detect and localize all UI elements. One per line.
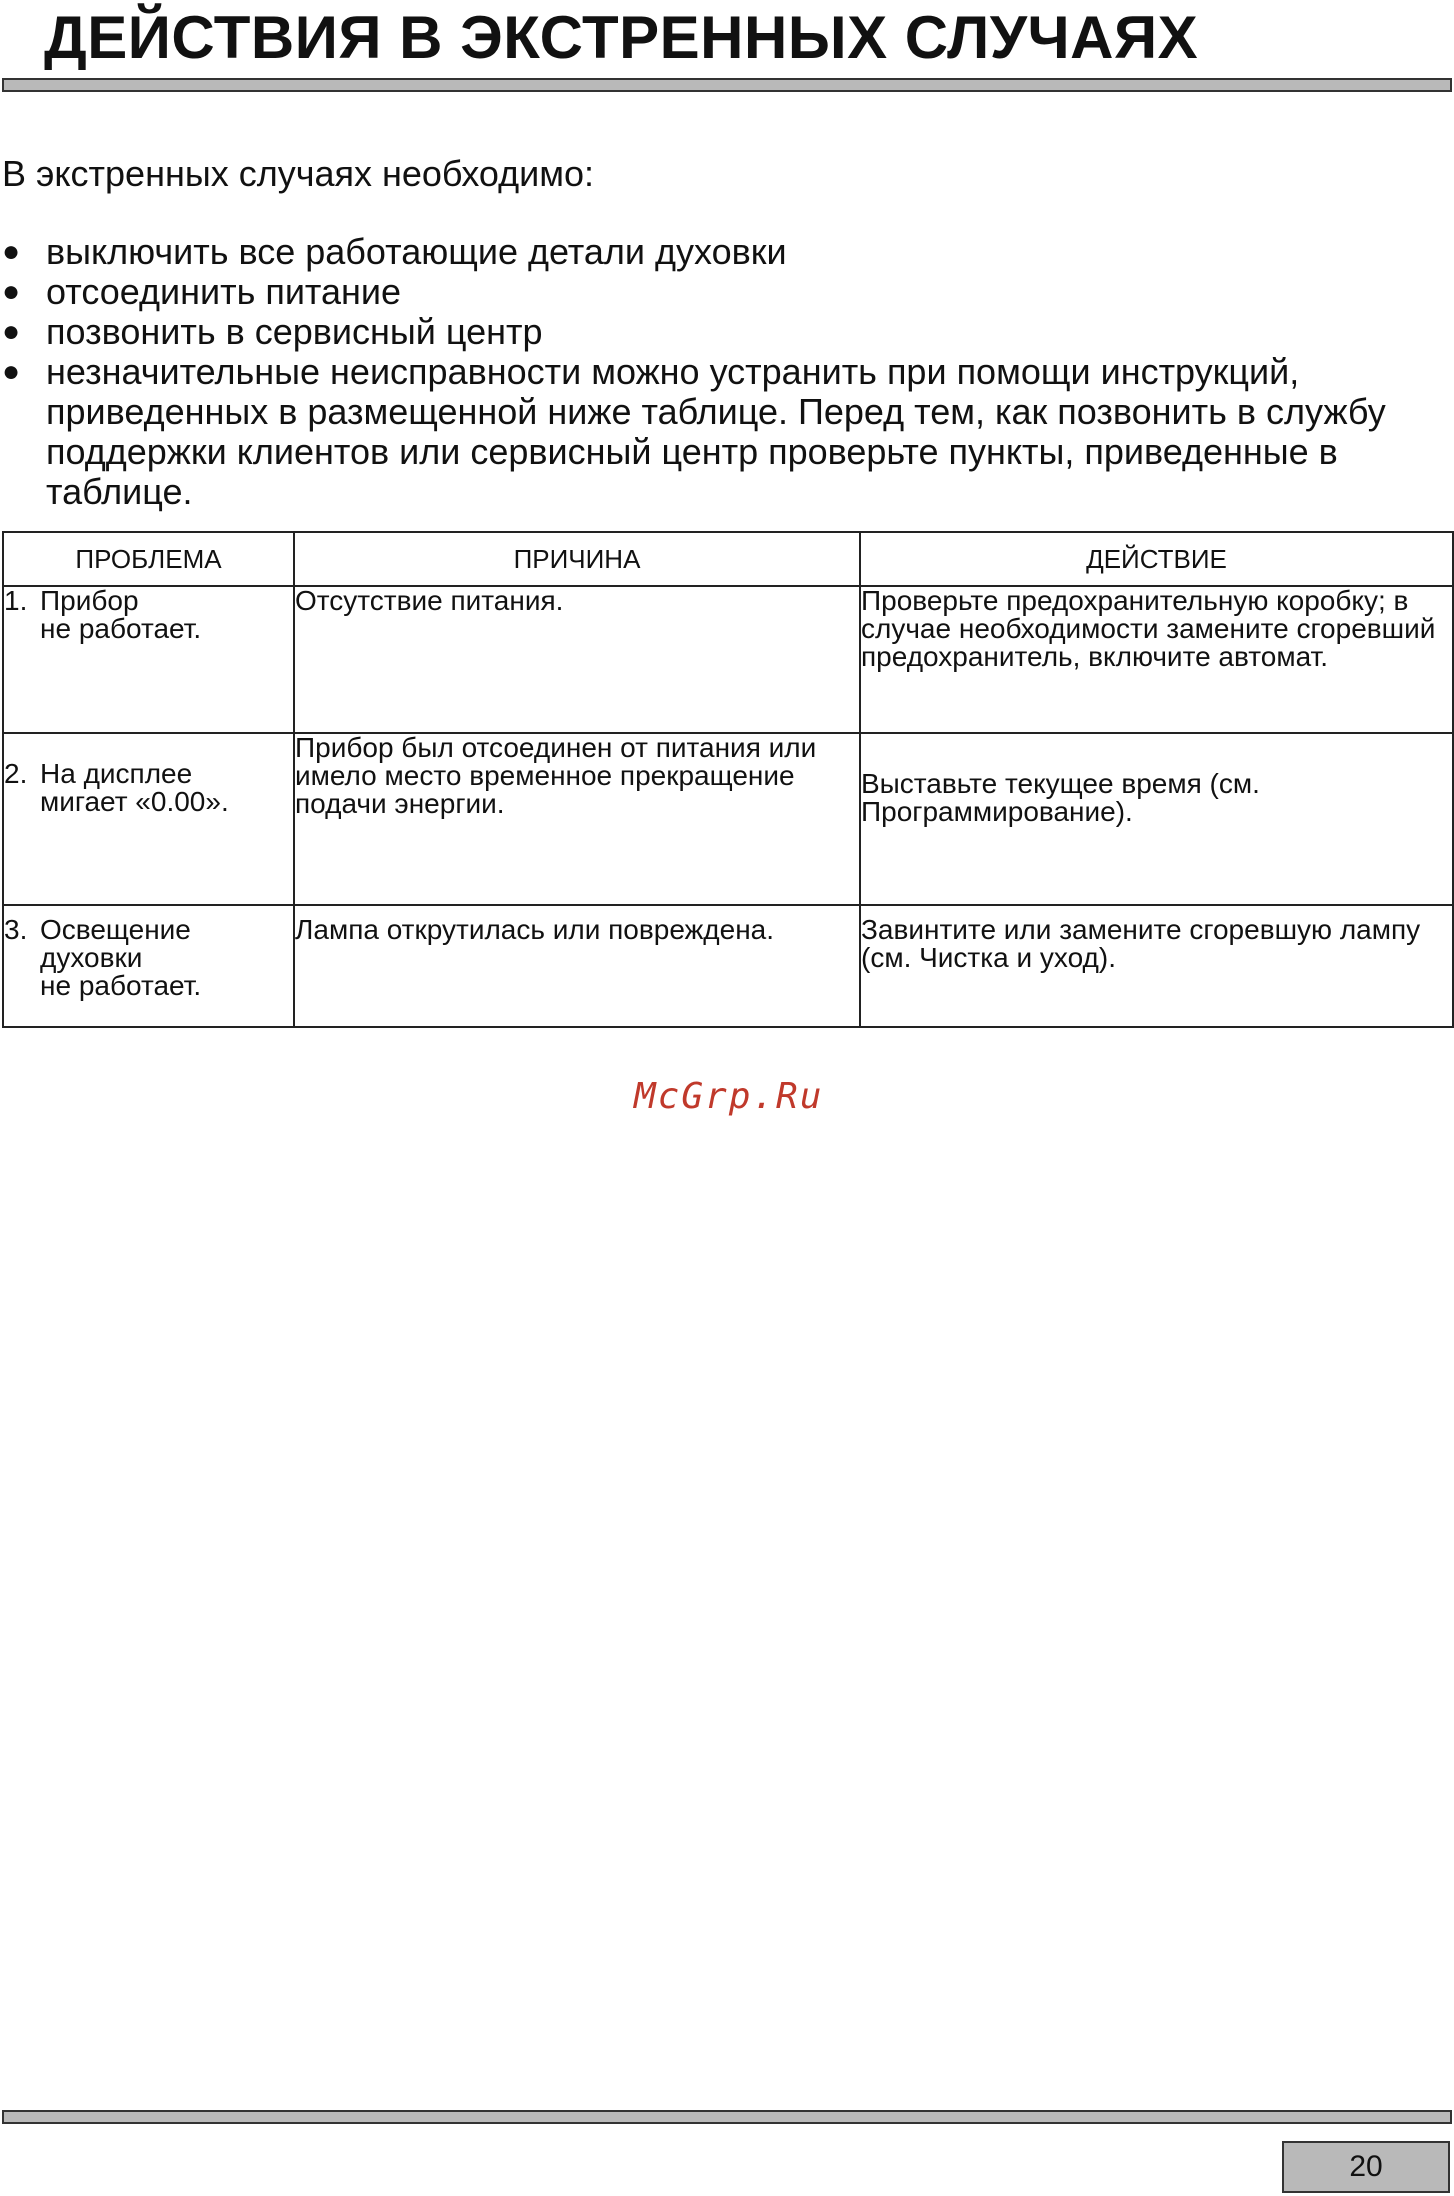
list-item [2, 232, 1450, 272]
table-row [3, 586, 1453, 733]
row-number: 2. [4, 758, 28, 789]
bullet-icon: ● [2, 355, 21, 388]
cause-cell: Лампа открутилась или повреждена. [294, 905, 860, 1027]
table-row [3, 905, 1453, 1027]
title-divider-bar [2, 78, 1452, 92]
list-item [2, 312, 1450, 352]
cause-cell: Отсутствие питания. [294, 586, 860, 733]
action-cell: Проверьте предохранительную коробку; в случае необходимости замените сгоревший предохранитель, включите автомат. [860, 586, 1453, 733]
problem-line: духовки [40, 942, 143, 973]
problem-line: На дисплее [40, 758, 193, 789]
action-cell: Завинтите или замените сгоревшую лампу (см. Чистка и уход). [860, 905, 1453, 1027]
table-row [3, 733, 1453, 905]
bullet-icon: ● [2, 315, 21, 348]
header-problem: ПРОБЛЕМА [3, 532, 294, 586]
troubleshooting-table [2, 531, 1454, 1028]
list-item-text: незначительные неисправности можно устранить при помощи инструкций, приведенных в размещенной ниже таблице. Перед тем, как позвонить в службу поддержки клиентов или сервисный центр проверьте пункты, приведенные в таблице. [46, 351, 1386, 512]
action-cell: Выставьте текущее время (см. Программирование). [860, 733, 1453, 905]
bullet-icon: ● [2, 235, 21, 268]
bullet-icon: ● [2, 275, 21, 308]
cause-cell: Прибор был отсоединен от питания или имело место временное прекращение подачи энергии. [294, 733, 860, 905]
problem-cell [3, 586, 294, 733]
table-header-row [3, 532, 1453, 586]
row-number: 3. [4, 914, 28, 945]
header-action: ДЕЙСТВИЕ [860, 532, 1453, 586]
header-cause: ПРИЧИНА [294, 532, 860, 586]
problem-line: не работает. [40, 970, 202, 1001]
problem-line: Освещение [40, 914, 191, 945]
emergency-steps-list [2, 232, 1450, 512]
problem-line: мигает «0.00». [40, 786, 229, 817]
problem-line: Прибор [40, 585, 139, 616]
page-number: 20 [1282, 2141, 1450, 2193]
list-item-text: выключить все работающие детали духовки [46, 231, 787, 272]
page-title: ДЕЙСТВИЯ В ЭКСТРЕННЫХ СЛУЧАЯХ [44, 4, 1199, 71]
watermark-link[interactable]: McGrp.Ru [634, 1076, 824, 1117]
problem-cell [3, 733, 294, 905]
intro-text: В экстренных случаях необходимо: [2, 153, 595, 194]
problem-line: не работает. [40, 613, 202, 644]
list-item-text: отсоединить питание [46, 271, 402, 312]
list-item [2, 352, 1450, 512]
list-item-text: позвонить в сервисный центр [46, 311, 543, 352]
row-number: 1. [4, 585, 28, 616]
problem-cell [3, 905, 294, 1027]
list-item [2, 272, 1450, 312]
footer-divider-bar [2, 2110, 1452, 2124]
